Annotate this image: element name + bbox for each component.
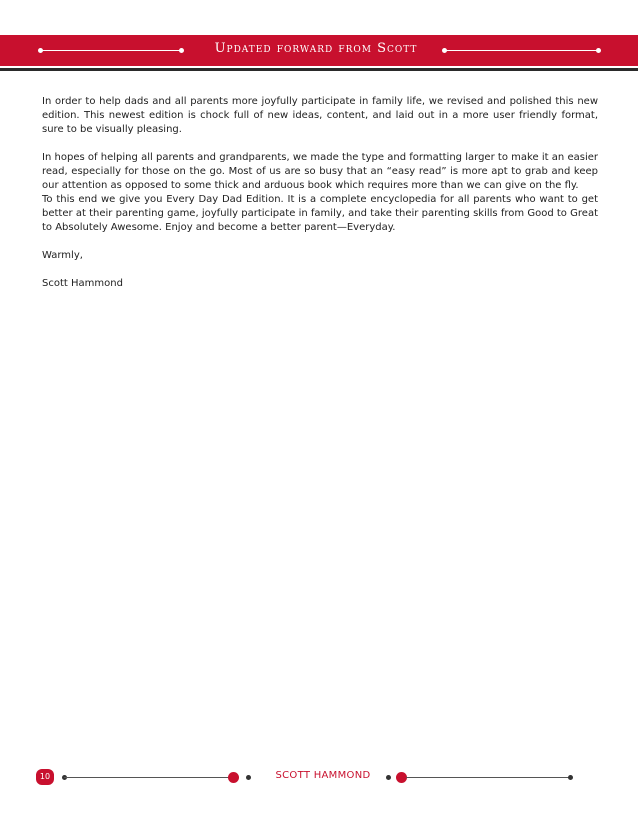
page-number-badge: 10 (36, 769, 54, 785)
closing-line: Warmly, (42, 250, 83, 261)
document-body (42, 95, 598, 305)
footer-dot-right (568, 775, 573, 780)
header-rule-left (40, 50, 180, 51)
footer-author: SCOTT HAMMOND (275, 770, 371, 781)
page-title: Updated forward from Scott (214, 41, 418, 56)
header-dot-left-inner (179, 48, 184, 53)
header-rule-right (444, 50, 598, 51)
header-dot-right-outer (596, 48, 601, 53)
signature: Scott Hammond (42, 278, 123, 289)
header-dot-left-outer (38, 48, 43, 53)
footer-circle-left (228, 772, 239, 783)
footer-dot-left-inner (246, 775, 251, 780)
footer-rule-left (64, 777, 230, 778)
paragraph-edition: To this end we give you Every Day Dad Edition. It is a complete encyclopedia for all parents who want to get better at their parenting game, joyfully participate in family, and take their parenting skills from Good to Great to Absolutely Awesome. Enjoy and become a better parent—Everyday. (42, 194, 598, 233)
paragraph-easier-read: In hopes of helping all parents and grandparents, we made the type and formatting larger to make it an easier read, especially for those on the go. Most of us are so busy that an “easy read” is more apt to grab and keep our attention as opposed to some thick and arduous book which requires more than we can give on the fly. (42, 152, 598, 191)
paragraph-intro: In order to help dads and all parents more joyfully participate in family life, we revised and polished this new edition. This newest edition is chock full of new ideas, content, and laid out in a more user friendly format, sure to be visually pleasing. (42, 96, 598, 135)
footer-rule-right (406, 777, 570, 778)
footer-dot-right-inner (386, 775, 391, 780)
header-underline (0, 68, 638, 71)
